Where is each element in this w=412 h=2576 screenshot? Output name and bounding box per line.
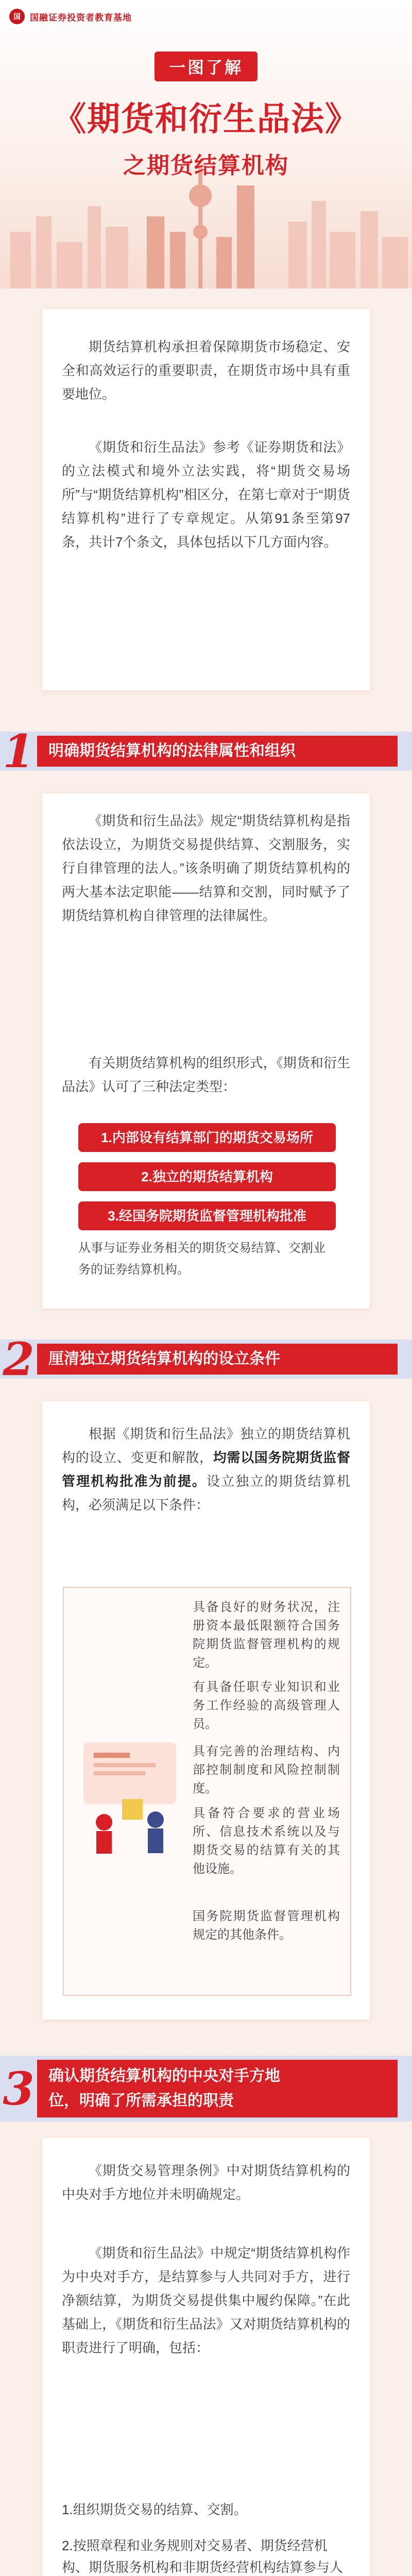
sub-title: 之期货结算机构: [123, 153, 289, 178]
intro-paragraph-1: 期货结算机构承担着保障期货市场稳定、安全和高效运行的重要职责，在期货市场中具有重要地位。: [62, 339, 350, 402]
section-2-text-a: 根据《期货和衍生品法》独立的期货结算机构的设立、变更和解散，: [62, 1426, 350, 1465]
org-type-3-note: 从事与证券业务相关的期货交易结算、交割业务的证券结算机构。: [78, 1241, 325, 1277]
section-2-text-c: 设立独立的期货结算机构，必须满足以下条件：: [62, 1473, 350, 1513]
section-2-text-bold: 均需以国务院期货监督管理机构批准为前提。: [62, 1450, 350, 1489]
duty-1: 1.组织期货交易的结算、交割。: [62, 2502, 247, 2517]
section-3-banner: [0, 2056, 412, 2122]
section-3-paragraph-1: 《期货交易管理条例》中对期货结算机构的中央对手方地位并未明确规定。: [62, 2163, 350, 2202]
condition-2: 有具备任职专业知识和业务工作经验的高级管理人员。: [193, 1680, 340, 1731]
section-3-box: [42, 2138, 370, 2576]
brand-logo: 国: [9, 9, 25, 24]
condition-5: 国务院期货监督管理机构规定的其他条件。: [193, 1909, 340, 1942]
section-2-title: 厘清独立期货结算机构的设立条件: [37, 1344, 398, 1375]
org-type-1: 1.内部设有结算部门的期货交易场所: [78, 1123, 336, 1152]
intro-paragraph-2: 《期货和衍生品法》参考《证券期货和法》的立法模式和境外立法实践，将“期货交易场所”与“期货结算机构”相区分，在第七章对于“期货结算机构”进行了专章规定。从第91条至第97条，共计7个条文，具体包括以下几方面内容。: [62, 439, 350, 550]
section-1-box: [42, 793, 370, 1309]
section-3-title-line-2: 位，明确了所需承担的职责: [48, 2092, 234, 2109]
condition-4: 具备符合要求的营业场所、信息技术系统以及与期货交易的结算有关的其他设施。: [193, 1806, 340, 1876]
section-2-banner: [0, 1332, 412, 1386]
brand: [9, 7, 132, 26]
section-2-number: 2: [3, 1332, 35, 1386]
intro-box: [42, 309, 370, 690]
section-2-paragraph: [62, 1422, 350, 1517]
condition-1: 具备良好的财务状况，注册资本最低限额符合国务院期货监督管理机构的规定。: [193, 1600, 340, 1670]
section-3-title-line-1: 确认期货结算机构的中央对手方地: [48, 2067, 280, 2084]
condition-3: 具有完善的治理结构、内部控制制度和风险控制制度。: [193, 1744, 340, 1795]
section-3-title: [37, 2060, 398, 2117]
people-illustration: [73, 1722, 186, 1856]
section-1-paragraph-2: 有关期货结算机构的组织形式，《期货和衍生品法》认可了三种法定类型：: [62, 1055, 350, 1094]
conditions-card: [63, 1587, 351, 1996]
main-title: 《期货和衍生品法》: [53, 100, 359, 139]
intro-tag: 一图了解: [154, 52, 258, 81]
brand-name: 国融证券投资者教育基地: [30, 12, 132, 23]
section-1-title: 明确期货结算机构的法律属性和组织: [37, 736, 398, 767]
hero-header: [0, 0, 412, 289]
duty-2: 2.按照章程和业务规则对交易者、期货经营机构、期货服务机构和非期货经营机构结算参与人: [62, 2538, 344, 2575]
section-1-banner: [0, 724, 412, 778]
section-1-number: 1: [3, 724, 35, 778]
org-type-2: 2.独立的期货结算机构: [78, 1162, 336, 1191]
section-2-box: [42, 1401, 370, 2020]
section-3-paragraph-2: 《期货和衍生品法》中规定“期货结算机构作为中央对手方，是结算参与人共同对手方，进行净额结算，为期货交易提供集中履约保障。”在此基础上，《期货和衍生品法》又对期货结算机构的职责进行了明确，包括：: [62, 2245, 350, 2355]
org-type-3: 3.经国务院期货监督管理机构批准: [78, 1201, 336, 1230]
section-1-paragraph-1: 《期货和衍生品法》规定“期货结算机构是指依法设立，为期货交易提供结算、交割服务，实行自律管理的法人。”该条明确了期货结算机构的两大基本法定职能——结算和交割，同时赋予了期货结算机构自律管理的法律属性。: [62, 813, 350, 923]
section-3-number: 3: [3, 2062, 35, 2115]
